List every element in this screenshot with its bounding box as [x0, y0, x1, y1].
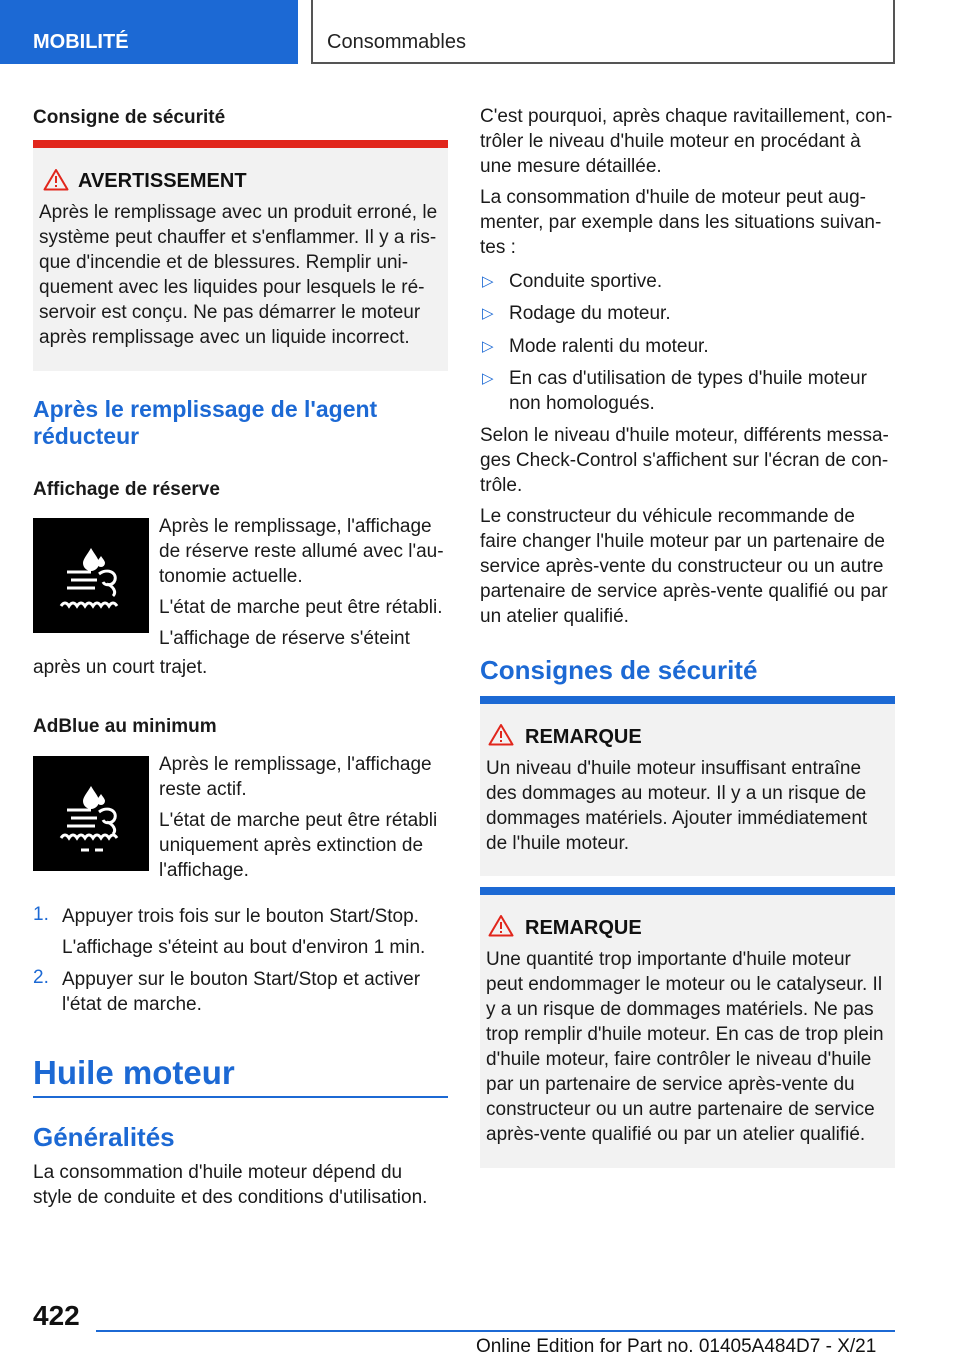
warning-bar	[33, 140, 448, 148]
adblue-text: Après le remplissage, l'affichage reste actif. L'état de marche peut être rétabli uniquement après extinction de l'affichage.	[159, 754, 438, 881]
step-number: 1.	[33, 904, 49, 925]
notice-title: REMARQUE	[525, 917, 642, 939]
notice-box	[480, 887, 895, 1168]
intro-text: C'est pourquoi, après chaque ravitaillement, con- trôler le niveau d'huile moteur en procédant à une mesure détaillée. La consommation d'huile de moteur peut aug- menter, par exemple dans les situations suivan- tes :	[480, 106, 893, 258]
reserve-heading: Affichage de réserve	[33, 479, 220, 500]
warning-triangle-icon	[43, 168, 69, 191]
reserve-text: Après le remplissage, l'affichage de réserve reste allumé avec l'au- tonomie actuelle. L'état de marche peut être rétabli. L'affichage de réserve s'éteint	[159, 516, 444, 649]
warning-triangle-icon	[488, 914, 514, 937]
section-label: MOBILITÉ	[33, 31, 129, 53]
step-text: Appuyer trois fois sur le bouton Start/Stop. L'affichage s'éteint au bout d'environ 1 min.	[62, 906, 426, 958]
bullet-item: Rodage du moteur.	[509, 303, 671, 324]
bullet-icon: ▷	[482, 273, 494, 290]
adblue-heading: AdBlue au minimum	[33, 716, 217, 737]
section-rule	[33, 1096, 448, 1098]
bullet-item: Mode ralenti du moteur.	[509, 336, 709, 357]
safety-heading: Consigne de sécurité	[33, 107, 226, 128]
footer-rule	[96, 1330, 895, 1332]
notice-text: Une quantité trop importante d'huile moteur peut endommager le moteur ou le catalyseur. Il y a un risque de dommages matériels. Ne pas trop remplir d'huile moteur. En cas de trop plein d'huile moteur, faire contrôler le niveau d'huile par un partenaire de service après-vente du constructeur ou un autre partenaire de service après-vente qualifié ou par un atelier qualifié.	[486, 949, 884, 1145]
adblue-minimum-icon	[33, 756, 149, 871]
bullet-icon: ▷	[482, 370, 494, 387]
notice-title: REMARQUE	[525, 726, 642, 748]
notice-text: Un niveau d'huile moteur insuffisant entraîne des dommages au moteur. Il y a un risque de dommages matériels. Ajouter immédiatement de l'huile moteur.	[486, 758, 868, 854]
footer-edition: Online Edition for Part no. 01405A484D7 - X/21	[476, 1336, 877, 1357]
reserve-text-cont: après un court trajet.	[33, 657, 208, 678]
oil-title: Huile moteur	[33, 1054, 235, 1091]
notice-bar	[480, 887, 895, 895]
warning-triangle-icon	[488, 723, 514, 746]
notice-box	[480, 696, 895, 876]
warning-title: AVERTISSEMENT	[78, 170, 247, 192]
step-text: Appuyer sur le bouton Start/Stop et activer l'état de marche.	[62, 969, 421, 1015]
after-fill-heading: Après le remplissage de l'agent réducteur	[33, 396, 378, 449]
step-number: 2.	[33, 967, 49, 988]
body-text: Selon le niveau d'huile moteur, différents messa- ges Check-Control s'affichent sur l'écran de con- trôle. Le constructeur du véhicule recommande de faire changer l'huile moteur par un partenaire de service après-vente du constructeur ou un autre partenaire de service après-vente qualifié ou par un atelier qualifié.	[480, 425, 889, 627]
warning-box	[33, 140, 448, 371]
warning-text: Après le remplissage avec un produit erroné, le système peut chauffer et s'enflammer. Il y a ris- que d'incendie et de blessures. Remplir uni- quement avec les liquides pour lesquels le ré- servoir est conçu. Ne pas démarrer le moteur après remplissage avec un liquide incorrect.	[39, 202, 438, 348]
page-number: 422	[33, 1300, 80, 1331]
general-text: La consommation d'huile moteur dépend du style de conduite et des conditions d'utilisation.	[33, 1162, 428, 1208]
bullet-icon: ▷	[482, 338, 494, 355]
adblue-reserve-icon	[33, 518, 149, 633]
chapter-tab	[311, 0, 895, 64]
bullet-icon: ▷	[482, 305, 494, 322]
chapter-label: Consommables	[327, 31, 466, 53]
bullet-item: Conduite sportive.	[509, 271, 663, 292]
bullet-item: En cas d'utilisation de types d'huile moteur non homologués.	[509, 368, 867, 414]
notice-bar	[480, 696, 895, 704]
safety-notices-heading: Consignes de sécurité	[480, 655, 758, 685]
section-tab	[0, 0, 298, 64]
general-heading: Généralités	[33, 1122, 175, 1152]
